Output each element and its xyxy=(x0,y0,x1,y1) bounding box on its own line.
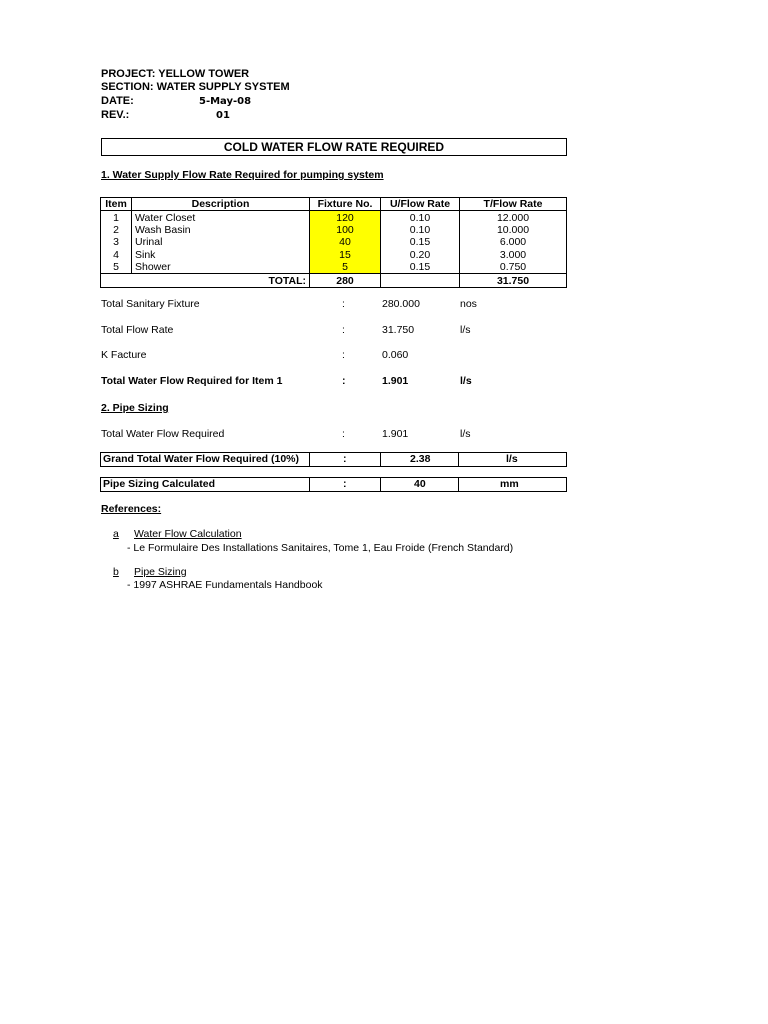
fixture-description: Water Closet xyxy=(132,211,310,224)
grand-total-row xyxy=(100,452,567,467)
cell-divider xyxy=(309,453,310,466)
fixture-table xyxy=(100,197,567,288)
unit-flow-rate: 0.10 xyxy=(381,224,460,236)
document-title: COLD WATER FLOW RATE REQUIRED xyxy=(101,138,567,156)
table-row xyxy=(101,236,567,248)
total-flow-rate: 3.000 xyxy=(460,249,567,261)
total-fixtures: 280 xyxy=(310,274,381,287)
reference-title: Water Flow Calculation xyxy=(134,528,242,540)
col-header-description: Description xyxy=(132,198,310,211)
pipe-sizing-row xyxy=(100,477,567,492)
summary-colon: : xyxy=(342,324,345,336)
fixture-description: Sink xyxy=(132,249,310,261)
col-header-item: Item xyxy=(101,198,132,211)
col-header-u-flow-rate: U/Flow Rate xyxy=(381,198,460,211)
col-header-fixture-no: Fixture No. xyxy=(310,198,381,211)
table-row xyxy=(101,249,567,261)
table-header-row xyxy=(101,198,567,211)
cell-divider xyxy=(458,478,459,491)
unit-flow-rate: 0.15 xyxy=(381,236,460,248)
item-number: 1 xyxy=(101,211,132,224)
item-number: 4 xyxy=(101,249,132,261)
fixture-count: 100 xyxy=(310,224,381,236)
reference-detail: - Le Formulaire Des Installations Sanitaires, Tome 1, Eau Froide (French Standard) xyxy=(127,542,514,554)
rev-value: 01 xyxy=(216,110,230,121)
total-flow: 31.750 xyxy=(460,274,567,287)
section2-heading: 2. Pipe Sizing xyxy=(101,402,169,414)
pipe-sizing-colon: : xyxy=(343,478,347,490)
pipe-sizing-value: 40 xyxy=(414,478,426,490)
fixture-count: 40 xyxy=(310,236,381,248)
summary-value-flow-rate: 31.750 xyxy=(382,324,415,336)
unit-flow-rate: 0.10 xyxy=(381,211,460,224)
fixture-description: Wash Basin xyxy=(132,224,310,236)
reference-title: Pipe Sizing xyxy=(134,566,187,578)
summary-unit-sanitary-fixture: nos xyxy=(460,298,477,310)
item-number: 5 xyxy=(101,261,132,274)
flow-required-unit: l/s xyxy=(460,428,471,440)
summary-value-item1-flow: 1.901 xyxy=(382,375,409,387)
unit-flow-rate: 0.20 xyxy=(381,249,460,261)
pipe-sizing-label: Pipe Sizing Calculated xyxy=(103,478,216,490)
cell-divider xyxy=(380,478,381,491)
summary-value-k-facture: 0.060 xyxy=(382,349,409,361)
project-name: PROJECT: YELLOW TOWER xyxy=(101,68,250,80)
fixture-count: 15 xyxy=(310,249,381,261)
date-label: DATE: xyxy=(101,95,134,107)
summary-colon: : xyxy=(342,298,345,310)
table-row xyxy=(101,224,567,236)
grand-total-colon: : xyxy=(343,453,347,465)
reference-letter: b xyxy=(113,566,119,578)
flow-required-colon: : xyxy=(342,428,345,440)
reference-detail: - 1997 ASHRAE Fundamentals Handbook xyxy=(127,579,323,591)
total-flow-rate: 0.750 xyxy=(460,261,567,274)
summary-colon: : xyxy=(342,349,345,361)
table-row xyxy=(101,211,567,224)
fixture-count: 5 xyxy=(310,261,381,274)
grand-total-label: Grand Total Water Flow Required (10%) xyxy=(103,453,300,465)
section1-heading: 1. Water Supply Flow Rate Required for pumping system xyxy=(101,169,384,181)
summary-unit-item1-flow: l/s xyxy=(460,375,472,387)
flow-required-label: Total Water Flow Required xyxy=(101,428,225,440)
cell-divider xyxy=(380,453,381,466)
pipe-sizing-unit: mm xyxy=(500,478,519,490)
section-name: SECTION: WATER SUPPLY SYSTEM xyxy=(101,81,290,93)
item-number: 3 xyxy=(101,236,132,248)
fixture-description: Shower xyxy=(132,261,310,274)
summary-label-k-facture: K Facture xyxy=(101,349,147,361)
references-heading: References: xyxy=(101,503,162,515)
table-row xyxy=(101,261,567,274)
item-number: 2 xyxy=(101,224,132,236)
table-total-row xyxy=(101,274,567,287)
summary-label-item1-flow: Total Water Flow Required for Item 1 xyxy=(101,375,283,387)
grand-total-value: 2.38 xyxy=(410,453,431,465)
summary-label-flow-rate: Total Flow Rate xyxy=(101,324,174,336)
flow-required-value: 1.901 xyxy=(382,428,409,440)
fixture-description: Urinal xyxy=(132,236,310,248)
cell-divider xyxy=(458,453,459,466)
unit-flow-rate: 0.15 xyxy=(381,261,460,274)
summary-value-sanitary-fixture: 280.000 xyxy=(382,298,420,310)
cell-divider xyxy=(309,478,310,491)
total-empty-cell xyxy=(381,274,460,287)
rev-label: REV.: xyxy=(101,109,130,121)
col-header-t-flow-rate: T/Flow Rate xyxy=(460,198,567,211)
fixture-count: 120 xyxy=(310,211,381,224)
reference-letter: a xyxy=(113,528,119,540)
date-value: 5-May-08 xyxy=(199,96,252,107)
total-flow-rate: 6.000 xyxy=(460,236,567,248)
summary-label-sanitary-fixture: Total Sanitary Fixture xyxy=(101,298,200,310)
total-flow-rate: 12.000 xyxy=(460,211,567,224)
total-label: TOTAL: xyxy=(101,274,310,287)
grand-total-unit: l/s xyxy=(506,453,518,465)
total-flow-rate: 10.000 xyxy=(460,224,567,236)
summary-unit-flow-rate: l/s xyxy=(460,324,471,336)
summary-colon: : xyxy=(342,375,346,387)
